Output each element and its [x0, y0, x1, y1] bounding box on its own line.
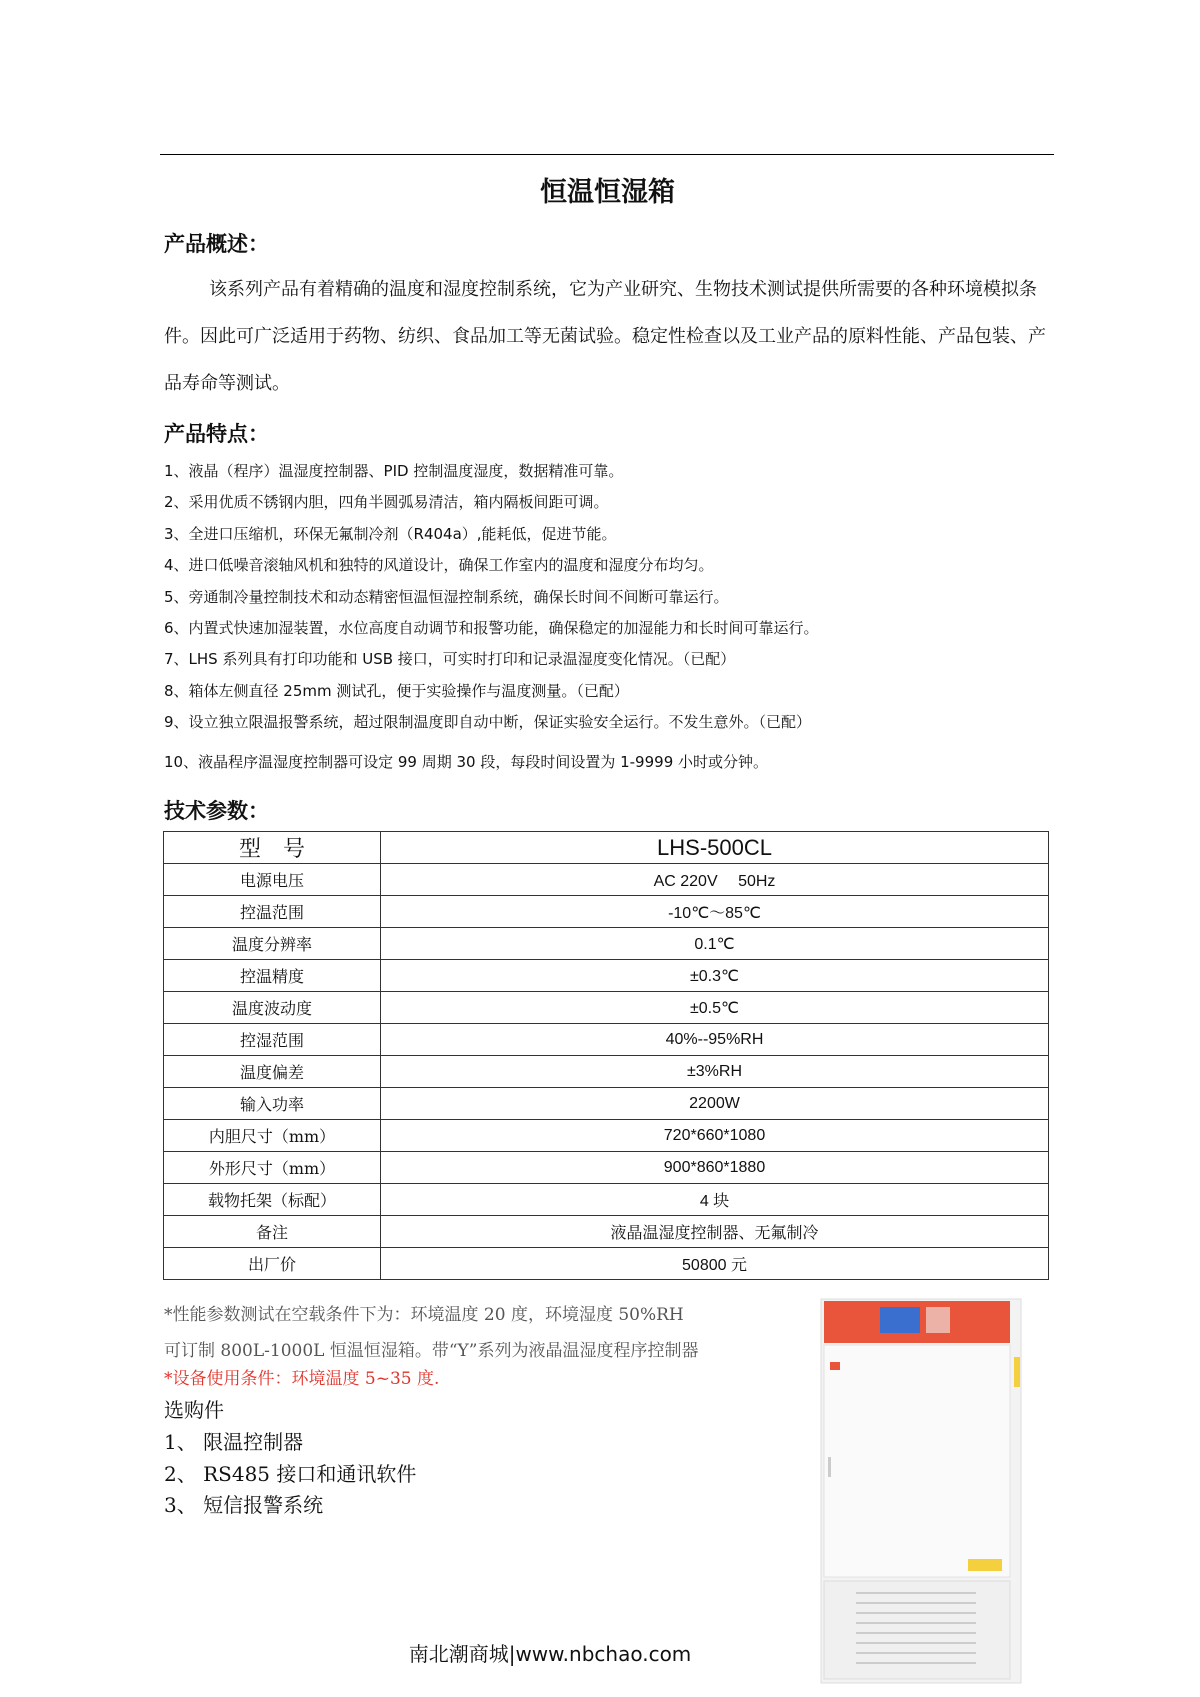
- spec-row: [164, 928, 1049, 960]
- spec-value: ±0.5℃: [381, 992, 1049, 1024]
- spec-value: LHS-500CL: [381, 832, 1049, 864]
- spec-row: [164, 896, 1049, 928]
- options-heading: 选购件: [164, 1398, 224, 1422]
- spec-value: ±0.3℃: [381, 960, 1049, 992]
- spec-value: AC 220V 50Hz: [381, 864, 1049, 896]
- spec-value: 0.1℃: [381, 928, 1049, 960]
- spec-label: 温度波动度: [164, 992, 381, 1024]
- spec-row: [164, 1248, 1049, 1280]
- spec-label: 控温精度: [164, 960, 381, 992]
- spec-label: 控湿范围: [164, 1024, 381, 1056]
- spec-label: 载物托架（标配）: [164, 1184, 381, 1216]
- features-heading: 产品特点：: [164, 422, 269, 446]
- spec-label: 温度偏差: [164, 1056, 381, 1088]
- overview-heading: 产品概述：: [164, 232, 269, 256]
- spec-label: 型 号: [164, 832, 381, 864]
- overview-text: 该系列产品有着精确的温度和湿度控制系统，它为产业研究、生物技术测试提供所需要的各种环境模拟条件。因此可广泛适用于药物、纺织、食品加工等无菌试验。稳定性检查以及工业产品的原料性能、产品包装、产品寿命等测试。: [164, 279, 1046, 394]
- spec-row: [164, 1056, 1049, 1088]
- header-rule: [160, 154, 1054, 155]
- usage-condition-note: *设备使用条件：环境温度 5~35 度.: [164, 1369, 440, 1389]
- feature-item: 6、内置式快速加湿装置，水位高度自动调节和报警功能，确保稳定的加湿能力和长时间可靠运行。: [164, 619, 819, 637]
- feature-item: 10、液晶程序温湿度控制器可设定 99 周期 30 段，每段时间设置为 1-9999 小时或分钟。: [164, 753, 769, 771]
- feature-item: 7、LHS 系列具有打印功能和 USB 接口，可实时打印和记录温湿度变化情况。（已配）: [164, 650, 736, 668]
- spec-row: [164, 992, 1049, 1024]
- spec-label: 输入功率: [164, 1088, 381, 1120]
- spec-label: 外形尺寸（mm）: [164, 1152, 381, 1184]
- spec-label: 出厂价: [164, 1248, 381, 1280]
- spec-label: 内胆尺寸（mm）: [164, 1120, 381, 1152]
- spec-value: ±3%RH: [381, 1056, 1049, 1088]
- spec-row: [164, 960, 1049, 992]
- feature-item: 8、箱体左侧直径 25mm 测试孔，便于实验操作与温度测量。（已配）: [164, 682, 629, 700]
- feature-item: 4、进口低噪音滚轴风机和独特的风道设计，确保工作室内的温度和湿度分布均匀。: [164, 556, 714, 574]
- spec-value: 4 块: [381, 1184, 1049, 1216]
- spec-value: 40%--95%RH: [381, 1024, 1049, 1056]
- product-image: [816, 1297, 1026, 1687]
- spec-row: [164, 832, 1049, 864]
- test-condition-note: *性能参数测试在空载条件下为：环境温度 20 度，环境湿度 50%RH: [164, 1305, 684, 1325]
- spec-value: 2200W: [381, 1088, 1049, 1120]
- spec-label: 电源电压: [164, 864, 381, 896]
- spec-value: 720*660*1080: [381, 1120, 1049, 1152]
- spec-value: -10℃～85℃: [381, 896, 1049, 928]
- feature-item: 9、设立独立限温报警系统，超过限制温度即自动中断，保证实验安全运行。不发生意外。（已配）: [164, 713, 812, 731]
- option-item: 1、 限温控制器: [164, 1430, 304, 1454]
- spec-row: [164, 1024, 1049, 1056]
- spec-value: 50800 元: [381, 1248, 1049, 1280]
- spec-value: 900*860*1880: [381, 1152, 1049, 1184]
- spec-row: [164, 1088, 1049, 1120]
- spec-row: [164, 1120, 1049, 1152]
- spec-label: 控温范围: [164, 896, 381, 928]
- custom-order-note: 可订制 800L-1000L 恒温恒湿箱。带“Y”系列为液晶温湿度程序控制器: [164, 1341, 699, 1361]
- spec-row: [164, 864, 1049, 896]
- spec-label: 温度分辨率: [164, 928, 381, 960]
- specs-table: [163, 831, 1049, 1280]
- footer-site-link[interactable]: 南北潮商城|www.nbchao.com: [408, 1642, 692, 1666]
- spec-row: [164, 1184, 1049, 1216]
- specs-heading: 技术参数：: [164, 799, 269, 823]
- feature-item: 1、液晶（程序）温湿度控制器、PID 控制温度湿度，数据精准可靠。: [164, 462, 624, 480]
- page-title: 恒温恒湿箱: [540, 177, 675, 208]
- option-item: 2、 RS485 接口和通讯软件: [164, 1462, 417, 1486]
- feature-item: 3、全进口压缩机，环保无氟制冷剂（R404a）,能耗低，促进节能。: [164, 525, 617, 543]
- spec-row: [164, 1216, 1049, 1248]
- feature-item: 2、采用优质不锈钢内胆，四角半圆弧易清洁，箱内隔板间距可调。: [164, 493, 609, 511]
- option-item: 3、 短信报警系统: [164, 1493, 324, 1517]
- feature-item: 5、旁通制冷量控制技术和动态精密恒温恒湿控制系统，确保长时间不间断可靠运行。: [164, 588, 729, 606]
- spec-value: 液晶温湿度控制器、无氟制冷: [381, 1216, 1049, 1248]
- spec-label: 备注: [164, 1216, 381, 1248]
- spec-row: [164, 1152, 1049, 1184]
